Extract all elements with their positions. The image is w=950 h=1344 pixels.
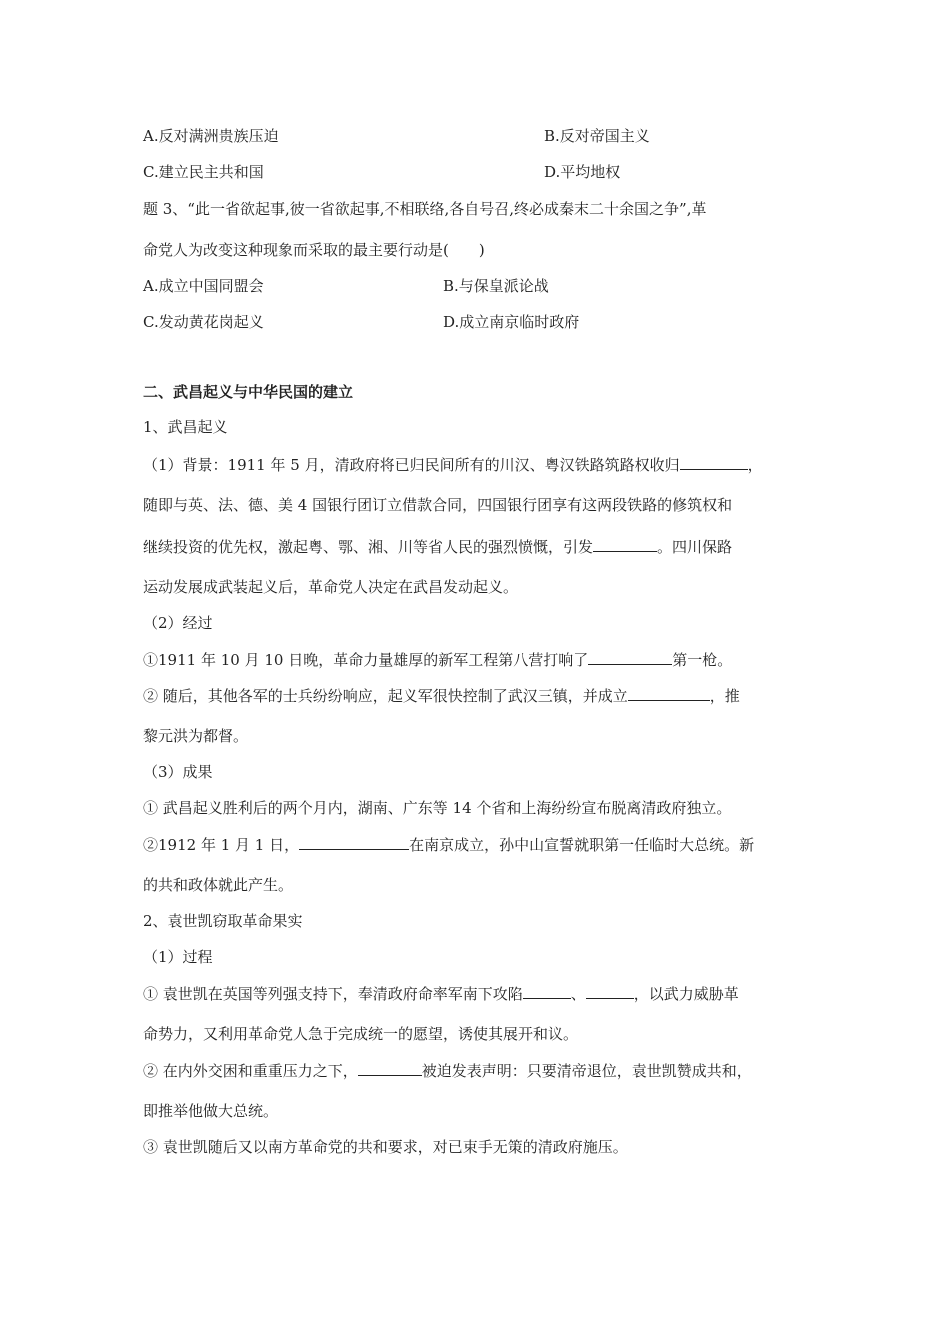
fill-blank (593, 536, 657, 552)
question-3-line-1: 题 3、“此一省欲起事,彼一省欲起事,不相联络,各自号召,终必成秦末二十余国之争”,革 (143, 200, 707, 218)
text: 在南京成立，孙中山宣誓就职第一任临时大总统。新 (409, 836, 755, 854)
text: ，推 (709, 687, 740, 705)
option-b: B.与保皇派论战 (443, 277, 549, 295)
option-b: B.反对帝国主义 (544, 127, 650, 145)
paragraph-line: 命势力，又利用革命党人急于完成统一的愿望，诱使其展开和议。 (143, 1025, 579, 1043)
fill-blank (299, 834, 409, 850)
paragraph-line: 即推举他做大总统。 (143, 1102, 279, 1120)
option-d: D.成立南京临时政府 (443, 313, 580, 331)
paragraph-line: ③ 袁世凯随后又以南方革命党的共和要求，对已束手无策的清政府施压。 (143, 1138, 628, 1156)
option-a: A.成立中国同盟会 (143, 277, 264, 295)
text: 、 (570, 985, 586, 1003)
option-d: D.平均地权 (544, 163, 621, 181)
question-3-line-2: 命党人为改变这种现象而采取的最主要行动是( ) (143, 241, 485, 259)
paragraph-line (143, 685, 740, 706)
text: ，以武力威胁革 (633, 985, 739, 1003)
text: ②1912 年 1 月 1 日， (143, 836, 300, 854)
text: ① 袁世凯在英国等列强支持下，奉清政府命率军南下攻陷 (143, 985, 523, 1003)
paragraph-line (143, 834, 754, 855)
subsection-title: 2、袁世凯窃取革命果实 (143, 912, 303, 930)
text: 。四川保路 (657, 538, 733, 556)
paragraph-line (143, 454, 763, 475)
subsection-label: （3）成果 (143, 763, 213, 781)
text: ② 随后，其他各军的士兵纷纷响应，起义军很快控制了武汉三镇，并成立 (143, 687, 628, 705)
paragraph-line: 随即与英、法、德、美 4 国银行团订立借款合同，四国银行团享有这两段铁路的修筑权和 (143, 496, 733, 514)
fill-blank (358, 1060, 422, 1076)
paragraph-line (143, 649, 732, 670)
option-c: C.发动黄花岗起义 (143, 313, 264, 331)
paragraph-line: 运动发展成武装起义后，革命党人决定在武昌发动起义。 (143, 578, 519, 596)
fill-blank (586, 983, 634, 999)
fill-blank (588, 649, 672, 665)
section-heading: 二、武昌起义与中华民国的建立 (143, 383, 354, 401)
fill-blank (680, 454, 748, 470)
option-a: A.反对满洲贵族压迫 (143, 127, 279, 145)
fill-blank (628, 685, 710, 701)
text: ， (747, 456, 763, 474)
text: 第一枪。 (672, 651, 733, 669)
text: ② 在内外交困和重重压力之下， (143, 1062, 358, 1080)
paragraph-line (143, 1060, 752, 1081)
subsection-label: （2）经过 (143, 614, 213, 632)
paragraph-line: 黎元洪为都督。 (143, 727, 249, 745)
paragraph-line (143, 536, 732, 557)
text: （1）背景：1911 年 5 月，清政府将已归民间所有的川汉、粤汉铁路筑路权收归 (143, 456, 680, 474)
text: 继续投资的优先权，激起粤、鄂、湘、川等省人民的强烈愤慨，引发 (143, 538, 594, 556)
text: 被迫发表声明：只要清帝退位，袁世凯赞成共和， (421, 1062, 752, 1080)
option-c: C.建立民主共和国 (143, 163, 264, 181)
paragraph-line: ① 武昌起义胜利后的两个月内，湖南、广东等 14 个省和上海纷纷宣布脱离清政府独立。 (143, 799, 732, 817)
paragraph-line: 的共和政体就此产生。 (143, 876, 294, 894)
subsection-title: 1、武昌起义 (143, 418, 228, 436)
fill-blank (523, 983, 571, 999)
text: ①1911 年 10 月 10 日晚，革命力量雄厚的新军工程第八营打响了 (143, 651, 589, 669)
subsection-label: （1）过程 (143, 948, 213, 966)
paragraph-line (143, 983, 739, 1004)
